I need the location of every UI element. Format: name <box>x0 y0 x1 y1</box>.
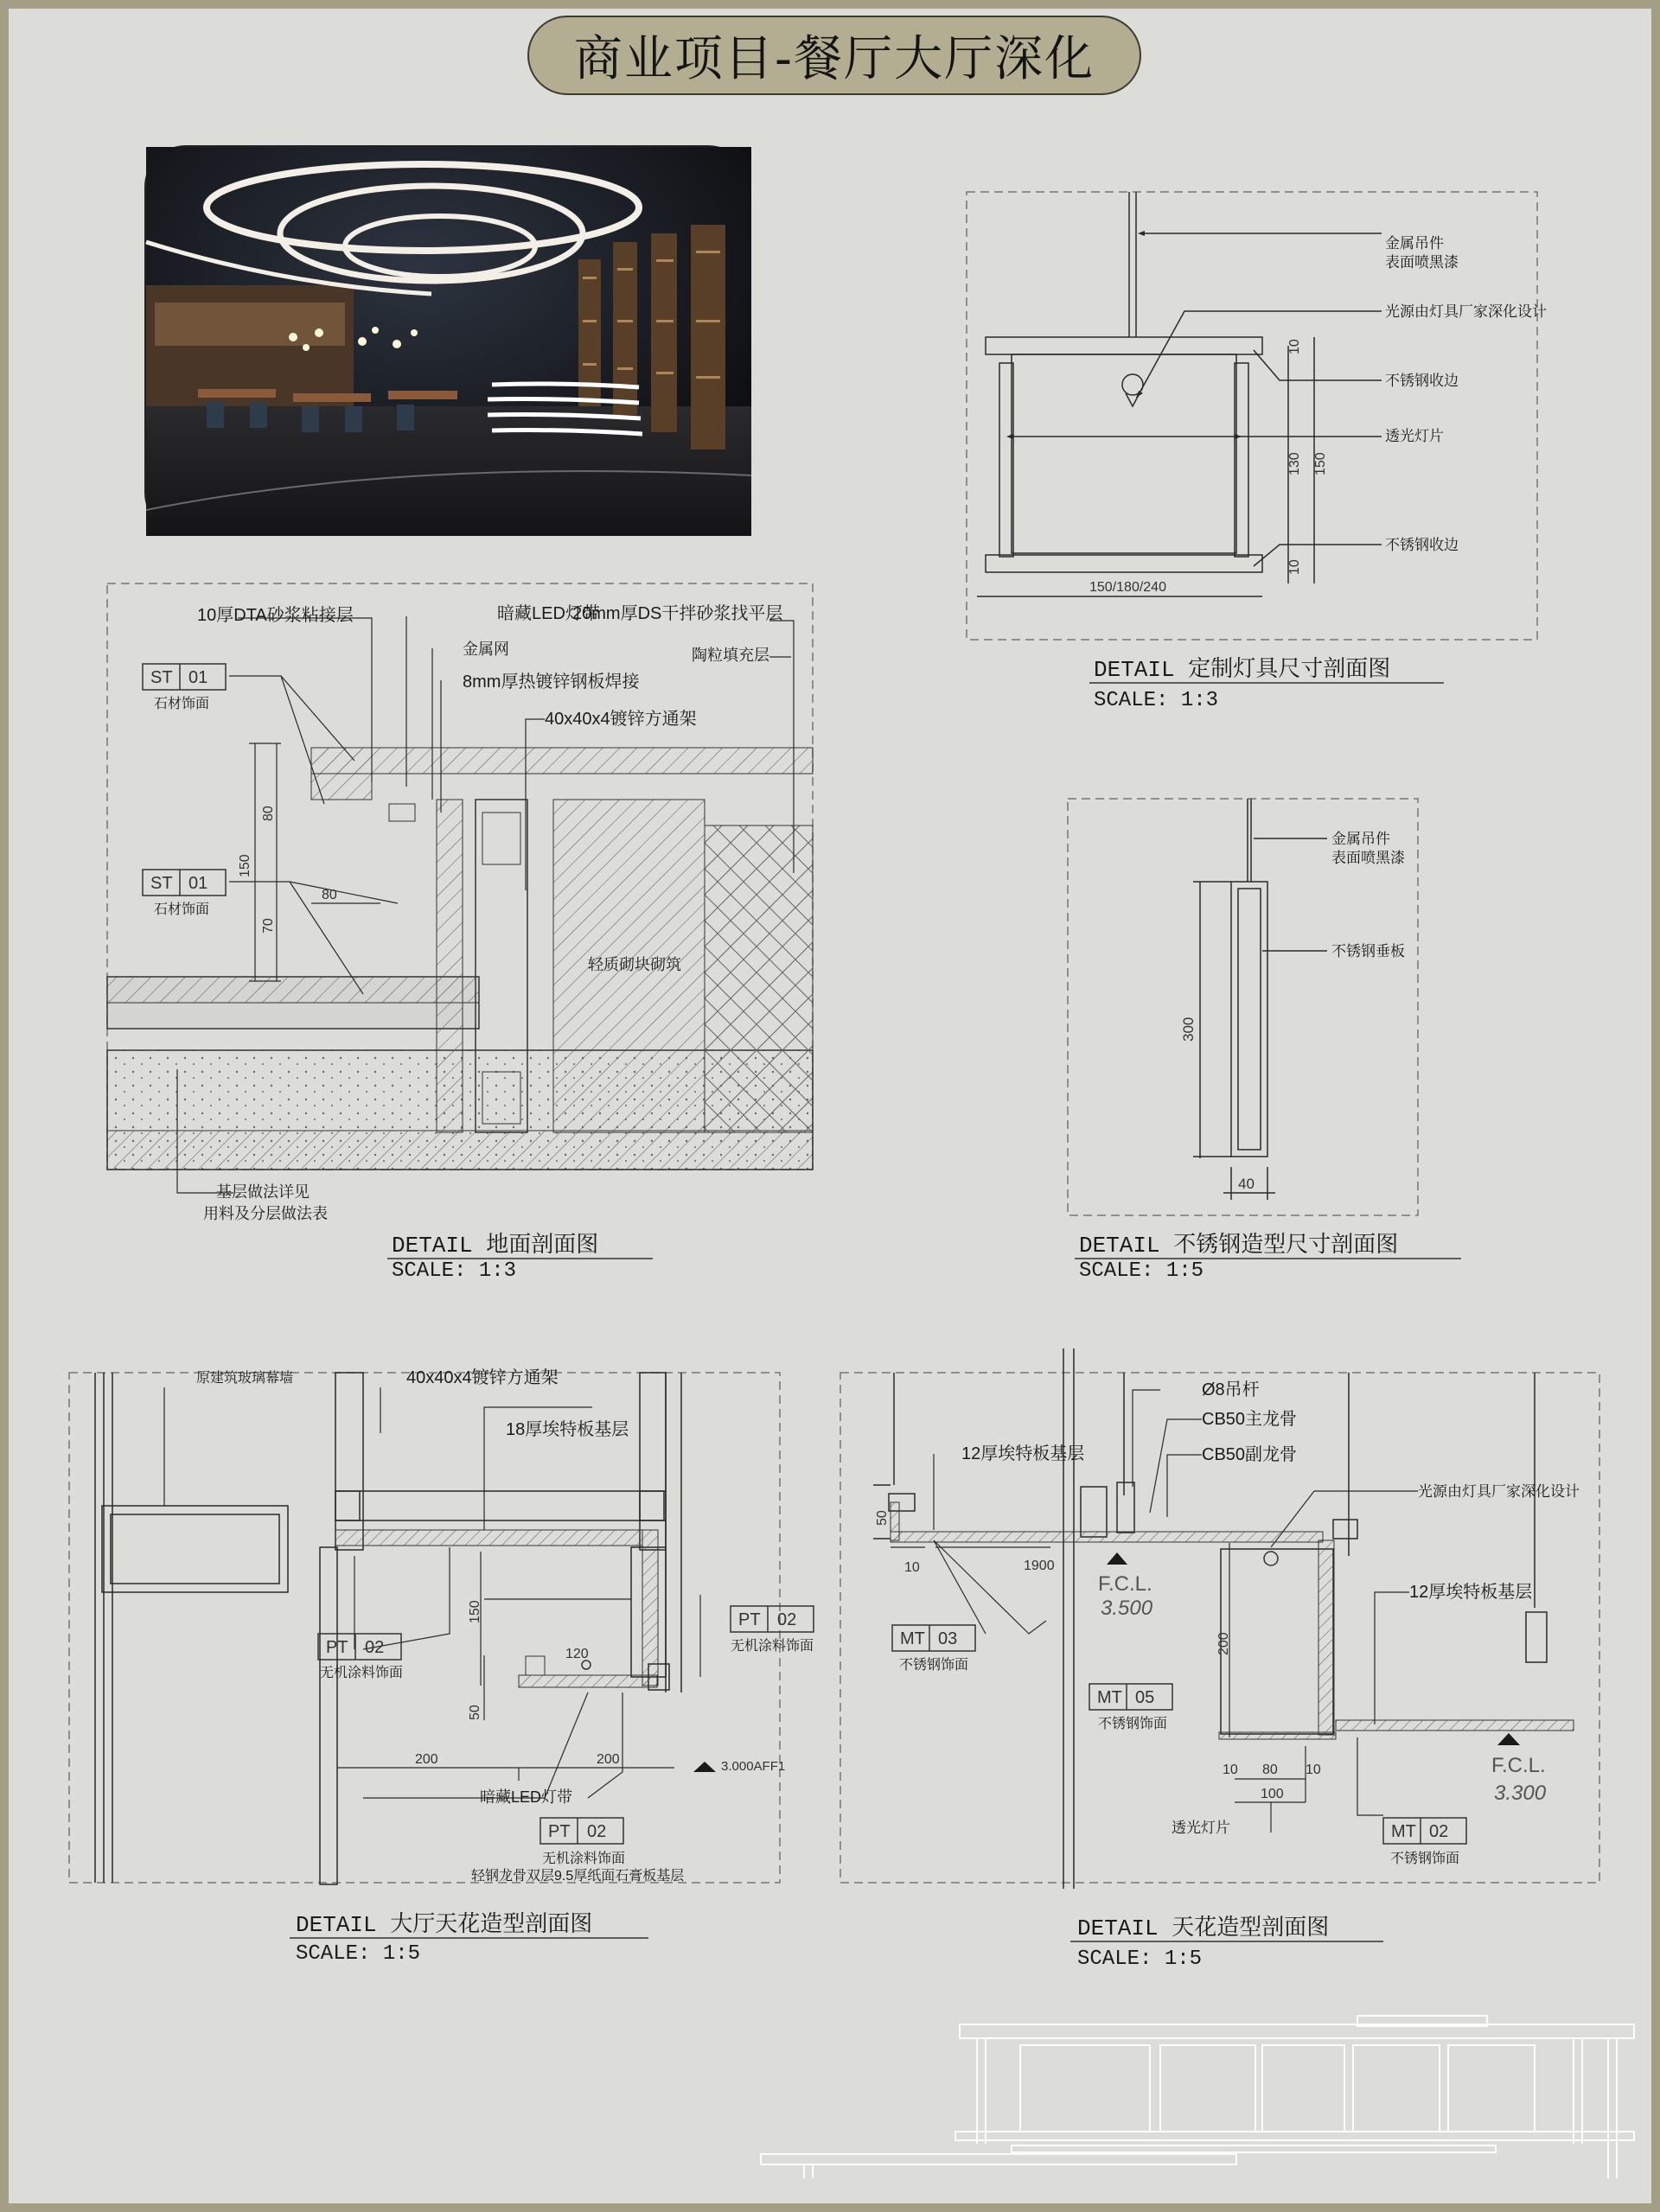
fcl-upper-label: F.C.L. <box>1098 1572 1152 1596</box>
note-ceil-light-source: 光源由灯具厂家深化设计 <box>1418 1483 1580 1500</box>
note-sub-keel: CB50副龙骨 <box>1202 1445 1298 1464</box>
floor-tag1-num: 01 <box>188 668 208 687</box>
ceil-dim-100: 100 <box>1261 1787 1284 1801</box>
dim-10-top: 10 <box>1287 339 1302 354</box>
fixture-caption: DETAIL 定制灯具尺寸剖面图 <box>1094 657 1391 683</box>
hall-tag3-code: PT <box>548 1822 571 1841</box>
hall-tag2-num: 02 <box>777 1610 797 1629</box>
note-steel-plate: 8mm厚热镀锌钢板焊接 <box>463 673 640 692</box>
note-ceil-board-left: 12厚埃特板基层 <box>961 1444 1085 1463</box>
note-dta-mortar: 10厚DTA砂浆粘接层 <box>197 606 354 625</box>
hall-tag2-code: PT <box>738 1610 761 1629</box>
plate-dim-300: 300 <box>1180 1017 1197 1042</box>
plate-caption: DETAIL 不锈钢造型尺寸剖面图 <box>1079 1233 1399 1259</box>
title-banner <box>527 16 1141 95</box>
floor-tag1-label: 石材饰面 <box>154 697 210 711</box>
hall-dim-150: 150 <box>468 1600 482 1623</box>
ceil-dim-50: 50 <box>875 1510 890 1526</box>
ceil-tag3-label: 不锈钢饰面 <box>1390 1852 1460 1866</box>
note-steel-trim-top: 不锈钢收边 <box>1385 373 1459 389</box>
elevation-outline-decoration <box>761 2005 1643 2187</box>
ceiling-caption: DETAIL 天花造型剖面图 <box>1077 1916 1330 1941</box>
plate-scale: SCALE: 1:5 <box>1079 1259 1204 1283</box>
hall-dim-200-right: 200 <box>597 1752 620 1767</box>
ceil-tag1-num: 03 <box>938 1629 958 1648</box>
note-aite-board: 18厚埃特板基层 <box>506 1420 629 1439</box>
ceil-dim-80: 80 <box>1262 1763 1278 1777</box>
hall-ceiling-detail <box>61 1314 814 1971</box>
hall-tag1-code: PT <box>326 1638 348 1657</box>
note-glass-curtain-wall: 原建筑玻璃幕墙 <box>196 1371 294 1386</box>
note-ceil-translucent: 透光灯片 <box>1172 1820 1230 1836</box>
fcl-lower-value: 3.300 <box>1494 1782 1547 1805</box>
hall-dim-120: 120 <box>565 1647 589 1661</box>
floor-scale: SCALE: 1:3 <box>392 1259 517 1283</box>
ceil-tag1-label: 不锈钢饰面 <box>899 1658 969 1673</box>
hall-level-mark: 3.000AFF1 <box>721 1759 786 1774</box>
note-base-ref: 基层做法详见 <box>216 1183 310 1201</box>
floor-dim-80: 80 <box>261 806 276 821</box>
floor-caption: DETAIL 地面剖面图 <box>392 1233 599 1259</box>
floor-section-detail <box>95 571 821 1283</box>
steel-plate-detail <box>1046 787 1496 1283</box>
note-ceil-board-right: 12厚埃特板基层 <box>1409 1583 1533 1602</box>
ceil-tag2-code: MT <box>1097 1688 1122 1707</box>
ceil-tag3-num: 02 <box>1429 1822 1449 1841</box>
hall-scale: SCALE: 1:5 <box>296 1942 421 1966</box>
ceil-dim-10b: 10 <box>1306 1763 1321 1777</box>
note-hanger-rod: Ø8吊杆 <box>1202 1380 1260 1399</box>
note-main-keel: CB50主龙骨 <box>1202 1410 1298 1429</box>
note-metal-hanger: 金属吊件 <box>1385 235 1444 252</box>
fixture-scale: SCALE: 1:3 <box>1094 689 1219 712</box>
plate-note-steel: 不锈钢垂板 <box>1331 943 1405 959</box>
dim-width: 150/180/240 <box>1089 580 1166 595</box>
sheet-title: 商业项目-餐厅大厅深化 <box>573 31 1095 87</box>
plate-note-paint: 表面喷黑漆 <box>1331 850 1405 866</box>
note-base-table: 用料及分层做法表 <box>203 1205 328 1222</box>
hall-tag1-num: 02 <box>365 1638 385 1657</box>
floor-tag2-num: 01 <box>188 874 208 893</box>
ceil-dim-1900: 1900 <box>1024 1559 1055 1573</box>
ceil-dim-10a: 10 <box>1223 1763 1238 1777</box>
floor-dim-150: 150 <box>238 854 252 877</box>
note-metal-mesh: 金属网 <box>463 641 509 658</box>
ceil-tag3-code: MT <box>1391 1822 1416 1841</box>
floor-tag1-code: ST <box>150 668 173 687</box>
ceil-tag1-code: MT <box>900 1629 925 1648</box>
plate-note-hanger: 金属吊件 <box>1331 831 1390 847</box>
note-black-paint: 表面喷黑漆 <box>1385 254 1459 271</box>
ceil-tag2-num: 05 <box>1135 1688 1155 1707</box>
note-ceramsite: 陶粒填充层 <box>692 647 769 664</box>
fixture-section-detail <box>960 182 1565 735</box>
note-hall-steel-frame: 40x40x4镀锌方通架 <box>406 1368 559 1387</box>
note-translucent-panel: 透光灯片 <box>1385 428 1444 444</box>
floor-dim-80-horizontal: 80 <box>322 888 337 902</box>
note-led-strip: 暗藏LED灯带 <box>497 604 600 623</box>
fcl-upper-value: 3.500 <box>1101 1597 1153 1620</box>
restaurant-render-image <box>144 145 750 534</box>
note-ds-mortar: 20mm厚DS干拌砂浆找平层 <box>572 604 783 623</box>
ceil-dim-10-left: 10 <box>904 1560 920 1575</box>
fcl-lower-label: F.C.L. <box>1491 1754 1546 1777</box>
note-gypsum-board: 轻钢龙骨双层9.5厚纸面石膏板基层 <box>471 1869 685 1884</box>
ceil-dim-200: 200 <box>1216 1632 1231 1655</box>
ceil-tag2-label: 不锈钢饰面 <box>1098 1717 1168 1731</box>
ceiling-scale: SCALE: 1:5 <box>1077 1947 1203 1971</box>
plate-dim-40: 40 <box>1238 1176 1255 1192</box>
note-hall-paint: 无机涂料饰面 <box>542 1852 626 1866</box>
floor-tag2-label: 石材饰面 <box>154 902 210 917</box>
hall-tag3-num: 02 <box>587 1822 607 1841</box>
note-hall-led: 暗藏LED灯带 <box>480 1788 573 1806</box>
note-steel-frame: 40x40x4镀锌方通架 <box>545 710 697 729</box>
dim-130: 130 <box>1287 452 1302 475</box>
dim-150: 150 <box>1313 452 1328 475</box>
note-light-source: 光源由灯具厂家深化设计 <box>1385 303 1547 320</box>
ceiling-section-detail <box>839 1314 1617 1988</box>
dim-10-bottom: 10 <box>1287 559 1302 575</box>
floor-tag2-code: ST <box>150 874 173 893</box>
drawing-sheet <box>9 9 1651 2203</box>
note-block-wall: 轻质砌块砌筑 <box>588 956 681 973</box>
hall-tag1-label: 无机涂料饰面 <box>320 1666 404 1680</box>
hall-dim-50: 50 <box>468 1705 482 1720</box>
hall-caption: DETAIL 大厅天花造型剖面图 <box>296 1912 593 1938</box>
hall-dim-200-left: 200 <box>415 1752 438 1767</box>
floor-dim-70: 70 <box>261 918 276 934</box>
note-steel-trim-bottom: 不锈钢收边 <box>1385 537 1459 553</box>
hall-tag2-label: 无机涂料饰面 <box>731 1639 814 1654</box>
